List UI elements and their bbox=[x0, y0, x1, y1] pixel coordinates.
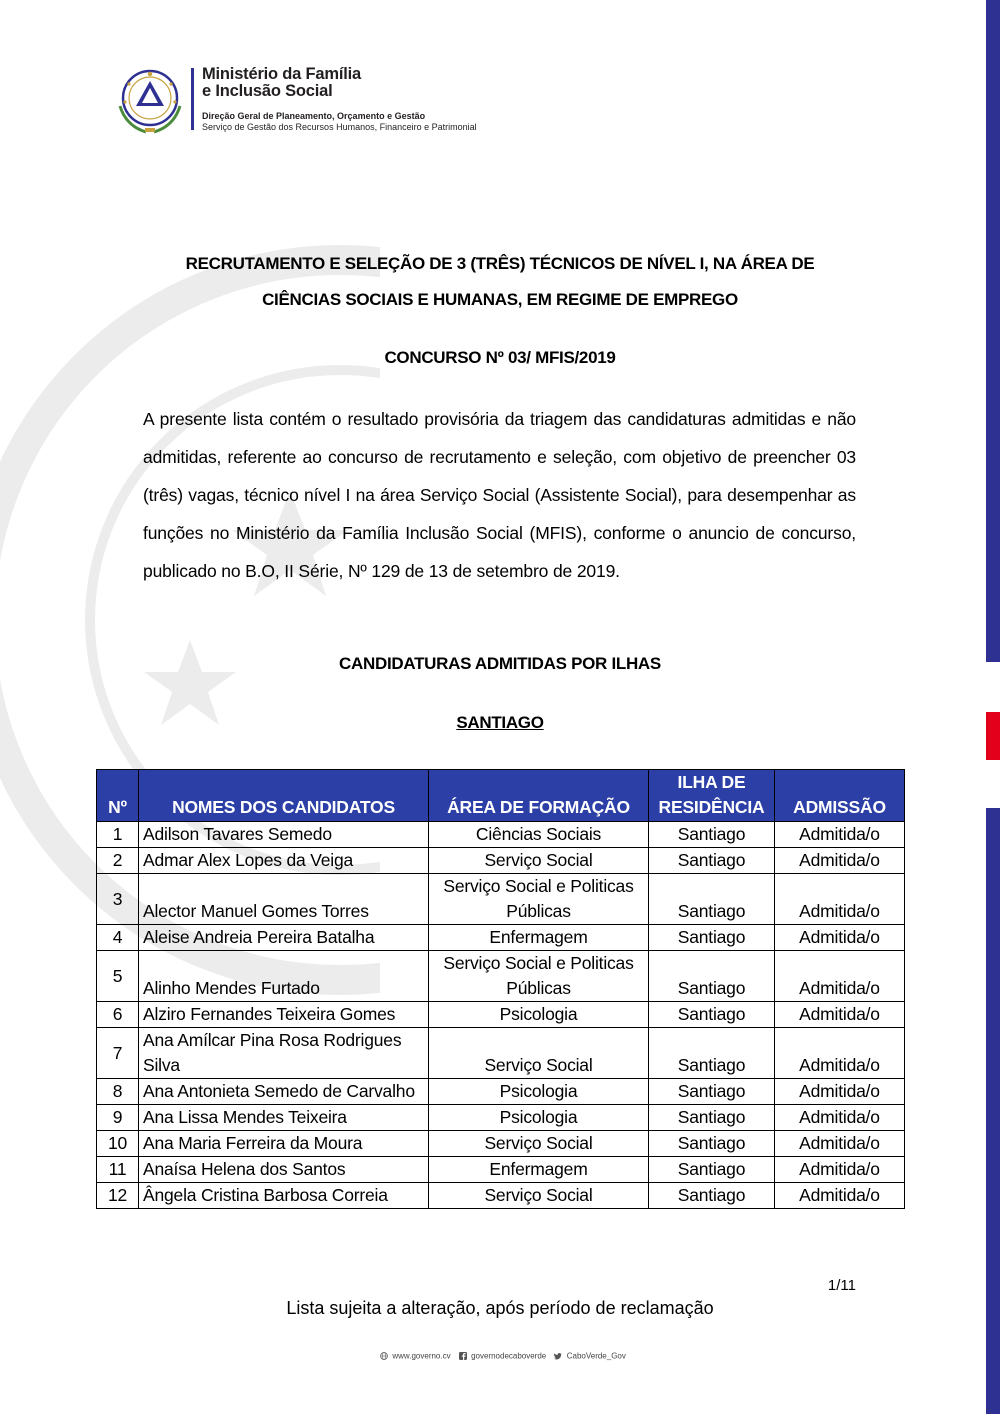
header-island bbox=[649, 770, 775, 822]
cell-admission: Admitida/o bbox=[775, 1105, 905, 1131]
cell-admission: Admitida/o bbox=[775, 1002, 905, 1028]
twitter-link[interactable]: CaboVerde_Gov bbox=[566, 1351, 626, 1361]
cell-area: Psicologia bbox=[429, 1002, 649, 1028]
cell-name: Adilson Tavares Semedo bbox=[139, 822, 429, 848]
ministry-name-line2: e Inclusão Social bbox=[202, 82, 333, 101]
table-row bbox=[97, 822, 905, 848]
cell-admission: Admitida/o bbox=[775, 1157, 905, 1183]
ministry-name bbox=[202, 66, 361, 101]
cell-area: Serviço Social bbox=[429, 1131, 649, 1157]
section-title-admitted: CANDIDATURAS ADMITIDAS POR ILHAS bbox=[339, 654, 661, 673]
cell-name: Ana Maria Ferreira da Moura bbox=[139, 1131, 429, 1157]
table-header-row bbox=[97, 770, 905, 822]
cell-island: Santiago bbox=[649, 848, 775, 874]
cell-num: 6 bbox=[97, 1002, 139, 1028]
document-title-line2: CIÊNCIAS SOCIAIS E HUMANAS, EM REGIME DE EMPREGO bbox=[262, 290, 738, 309]
cell-num: 7 bbox=[97, 1028, 139, 1079]
cell-name: Ana Amílcar Pina Rosa Rodrigues Silva bbox=[139, 1028, 429, 1079]
directorate-name: Direção Geral de Planeamento, Orçamento e Gestão bbox=[202, 111, 426, 121]
cell-num: 2 bbox=[97, 848, 139, 874]
cell-area: Serviço Social bbox=[429, 848, 649, 874]
cell-admission: Admitida/o bbox=[775, 951, 905, 1002]
cell-island: Santiago bbox=[649, 1028, 775, 1079]
cell-num: 4 bbox=[97, 925, 139, 951]
cell-island: Santiago bbox=[649, 822, 775, 848]
cell-island: Santiago bbox=[649, 1079, 775, 1105]
header-island-line2: RESIDÊNCIA bbox=[658, 797, 765, 817]
header-area: ÁREA DE FORMAÇÃO bbox=[429, 770, 649, 822]
header-admission: ADMISSÃO bbox=[775, 770, 905, 822]
cell-admission: Admitida/o bbox=[775, 1183, 905, 1209]
sidebar-red-stripe bbox=[986, 712, 1000, 760]
table-row bbox=[97, 1002, 905, 1028]
cell-name: Alector Manuel Gomes Torres bbox=[139, 874, 429, 925]
ministry-name-line1: Ministério da Família bbox=[202, 65, 362, 83]
section-title-island: SANTIAGO bbox=[456, 713, 544, 732]
cell-name: Ângela Cristina Barbosa Correia bbox=[139, 1183, 429, 1209]
cell-area: Psicologia bbox=[429, 1105, 649, 1131]
cell-num: 1 bbox=[97, 822, 139, 848]
cell-island: Santiago bbox=[649, 925, 775, 951]
cell-name: Alziro Fernandes Teixeira Gomes bbox=[139, 1002, 429, 1028]
cell-num: 10 bbox=[97, 1131, 139, 1157]
header-island-line1: ILHA DE bbox=[677, 772, 746, 792]
cell-num: 5 bbox=[97, 951, 139, 1002]
table-row bbox=[97, 951, 905, 1002]
cell-admission: Admitida/o bbox=[775, 848, 905, 874]
website-link[interactable]: www.governo.cv bbox=[392, 1351, 451, 1361]
cell-island: Santiago bbox=[649, 1105, 775, 1131]
twitter-icon bbox=[554, 1352, 562, 1360]
cell-num: 3 bbox=[97, 874, 139, 925]
table-row bbox=[97, 925, 905, 951]
cell-name: Ana Lissa Mendes Teixeira bbox=[139, 1105, 429, 1131]
globe-icon bbox=[380, 1352, 388, 1360]
page-number: 1/11 bbox=[827, 1277, 856, 1294]
cell-admission: Admitida/o bbox=[775, 822, 905, 848]
cell-island: Santiago bbox=[649, 951, 775, 1002]
cell-area: Serviço Social e Politicas Públicas bbox=[429, 874, 649, 925]
table-row bbox=[97, 1183, 905, 1209]
facebook-icon bbox=[459, 1352, 467, 1360]
cell-island: Santiago bbox=[649, 874, 775, 925]
footer-links bbox=[200, 1351, 800, 1360]
service-name: Serviço de Gestão dos Recursos Humanos, Financeiro e Patrimonial bbox=[202, 122, 477, 132]
table-row bbox=[97, 1028, 905, 1079]
table-row bbox=[97, 874, 905, 925]
cell-name: Admar Alex Lopes da Veiga bbox=[139, 848, 429, 874]
document-title-line1: RECRUTAMENTO E SELEÇÃO DE 3 (TRÊS) TÉCNICOS DE NÍVEL I, NA ÁREA DE bbox=[185, 254, 815, 273]
table-row bbox=[97, 848, 905, 874]
sidebar-blue-stripe-bottom bbox=[986, 808, 1000, 1414]
national-seal-icon bbox=[112, 62, 188, 138]
cell-area: Serviço Social bbox=[429, 1028, 649, 1079]
ministry-header bbox=[112, 62, 512, 142]
candidates-table bbox=[96, 769, 905, 1209]
cell-island: Santiago bbox=[649, 1157, 775, 1183]
table-row bbox=[97, 1157, 905, 1183]
cell-num: 9 bbox=[97, 1105, 139, 1131]
cell-admission: Admitida/o bbox=[775, 1028, 905, 1079]
cell-name: Ana Antonieta Semedo de Carvalho bbox=[139, 1079, 429, 1105]
cell-name: Anaísa Helena dos Santos bbox=[139, 1157, 429, 1183]
cell-island: Santiago bbox=[649, 1131, 775, 1157]
cell-area: Enfermagem bbox=[429, 1157, 649, 1183]
cell-name: Aleise Andreia Pereira Batalha bbox=[139, 925, 429, 951]
cell-area: Ciências Sociais bbox=[429, 822, 649, 848]
cell-admission: Admitida/o bbox=[775, 1131, 905, 1157]
table-row bbox=[97, 1105, 905, 1131]
table-row bbox=[97, 1079, 905, 1105]
cell-admission: Admitida/o bbox=[775, 925, 905, 951]
cell-num: 8 bbox=[97, 1079, 139, 1105]
contest-number: CONCURSO Nº 03/ MFIS/2019 bbox=[384, 348, 616, 367]
cell-island: Santiago bbox=[649, 1002, 775, 1028]
cell-name: Alinho Mendes Furtado bbox=[139, 951, 429, 1002]
cell-area: Serviço Social bbox=[429, 1183, 649, 1209]
cell-num: 12 bbox=[97, 1183, 139, 1209]
cell-admission: Admitida/o bbox=[775, 874, 905, 925]
table-row bbox=[97, 1131, 905, 1157]
header-divider bbox=[191, 68, 194, 130]
cell-island: Santiago bbox=[649, 1183, 775, 1209]
header-num: Nº bbox=[97, 770, 139, 822]
cell-area: Serviço Social e Politicas Públicas bbox=[429, 951, 649, 1002]
cell-admission: Admitida/o bbox=[775, 1079, 905, 1105]
header-names: NOMES DOS CANDIDATOS bbox=[139, 770, 429, 822]
sidebar-blue-stripe-top bbox=[986, 0, 1000, 662]
cell-num: 11 bbox=[97, 1157, 139, 1183]
footer-note: Lista sujeita a alteração, após período de reclamação bbox=[286, 1298, 714, 1318]
cell-area: Psicologia bbox=[429, 1079, 649, 1105]
cell-area: Enfermagem bbox=[429, 925, 649, 951]
facebook-link[interactable]: governodecaboverde bbox=[471, 1351, 547, 1361]
intro-paragraph: A presente lista contém o resultado provisória da triagem das candidaturas admitidas e não admitidas, referente ao concurso de recrutamento e seleção, com objetivo de preencher 03 (três) vagas, técnico nível I na área Serviço Social (Assistente Social), para desempenhar as funções no Ministério da Família Inclusão Social (MFIS), conforme o anuncio de concurso, publicado no B.O, II Série, Nº 129 de 13 de setembro de 2019. bbox=[143, 409, 856, 581]
